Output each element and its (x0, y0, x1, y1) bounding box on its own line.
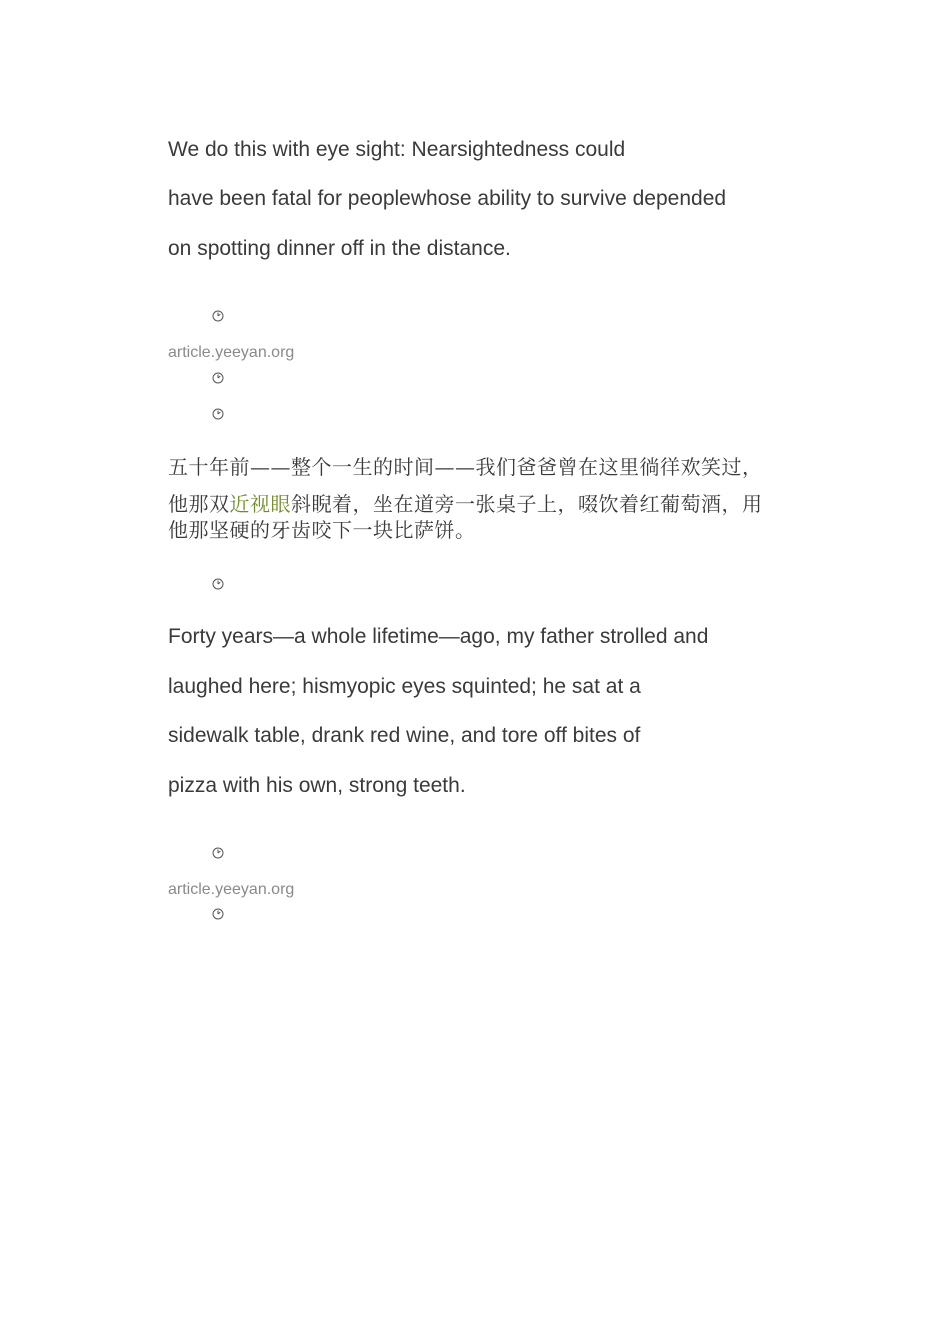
chinese-text: 斜睨着，坐在道旁一张桌子上，啜饮着红葡萄酒，用 (291, 492, 763, 516)
clock-icon (212, 310, 224, 322)
english-paragraph-1-line-1: We do this with eye sight: Nearsightedness could (168, 138, 626, 161)
clock-icon (212, 908, 224, 920)
clock-icon (212, 847, 224, 859)
clock-icon (212, 578, 224, 590)
english-paragraph-1-line-2: have been fatal for peoplewhose ability to survive depended (168, 187, 727, 210)
chinese-paragraph-line-3: 他那坚硬的牙齿咬下一块比萨饼。 (168, 518, 476, 542)
english-paragraph-2-line-4: pizza with his own, strong teeth. (168, 774, 466, 797)
myopia-link[interactable]: 近视眼 (229, 492, 291, 516)
chinese-paragraph-line-1: 五十年前——整个一生的时间——我们爸爸曾在这里徜徉欢笑过， (168, 455, 763, 479)
chinese-paragraph-line-2 (168, 491, 763, 517)
english-paragraph-2-line-3: sidewalk table, drank red wine, and tore off bites of (168, 724, 641, 747)
clock-icon (212, 372, 224, 384)
english-paragraph-1-line-3: on spotting dinner off in the distance. (168, 237, 511, 260)
source-link[interactable]: article.yeeyan.org (168, 881, 295, 898)
english-paragraph-2-line-2: laughed here; hismyopic eyes squinted; he sat at a (168, 675, 641, 698)
source-link[interactable]: article.yeeyan.org (168, 344, 295, 361)
clock-icon (212, 408, 224, 420)
english-paragraph-2-line-1: Forty years—a whole lifetime—ago, my father strolled and (168, 625, 709, 648)
chinese-text: 他那双 (168, 492, 230, 516)
